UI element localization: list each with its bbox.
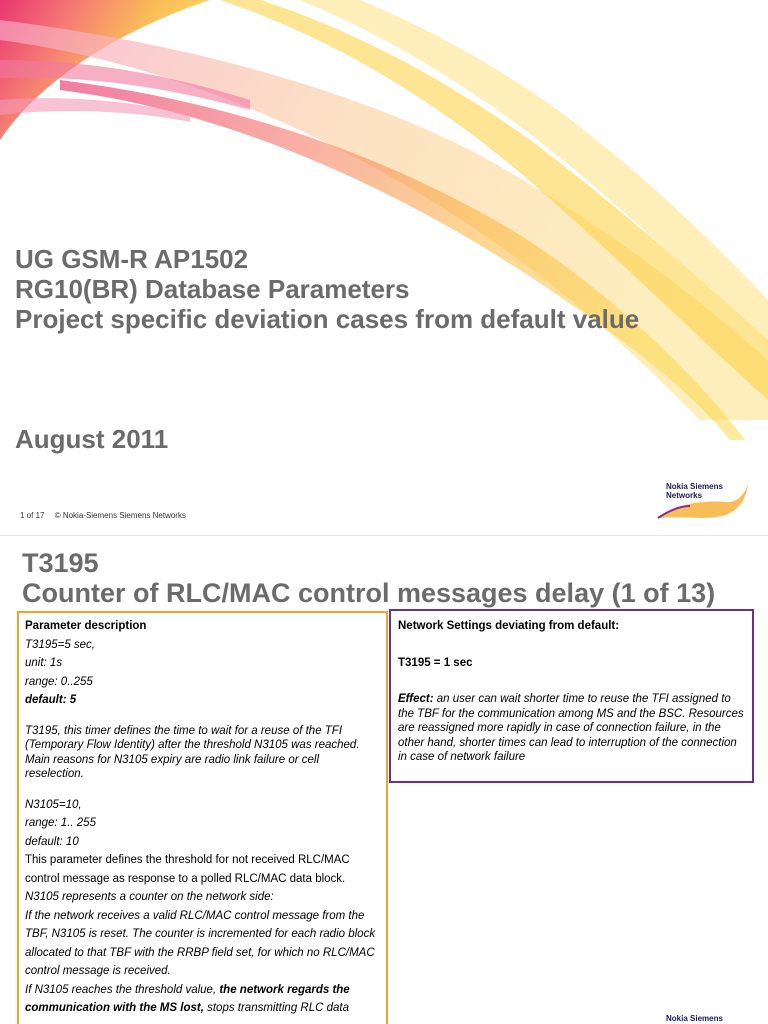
slide-footer [20, 511, 194, 520]
n3105-threshold-b: the network regards the communication with the MS lost, [25, 983, 350, 1014]
company-logo [656, 482, 756, 522]
t3195-description: T3195, this timer defines the time to wait for a reuse of the TFI (Temporary Flow Identity) after the threshold N3105 was reached. Main reasons for N3105 expiry are radio link failure or cell reselection. [25, 724, 360, 780]
n3105-behaviour: If the network receives a valid RLC/MAC control message from the TBF, N3105 is reset. The counter is incremented for each radio block allocated to that TBF with the RRBP field set, for which no RLC/MAC control message is received. [25, 909, 376, 977]
param-line: T3195=5 sec, [25, 638, 96, 651]
title-line-1: UG GSM-R AP1502 [15, 244, 249, 274]
logo-small-text: Nokia Siemens [666, 1014, 723, 1023]
network-settings-box [389, 609, 754, 783]
param-default: default: 5 [25, 694, 77, 706]
title-line-3: Project specific deviation cases from default value [15, 304, 640, 334]
network-settings-value: T3195 = 1 sec [398, 656, 473, 669]
logo-swoosh-icon [656, 482, 756, 522]
network-settings-heading: Network Settings deviating from default: [398, 620, 620, 632]
company-logo-small [666, 1014, 723, 1023]
param-line: unit: 1s [25, 657, 63, 669]
n3105-threshold-a: If N3105 reaches the threshold value, [25, 983, 220, 996]
param-line: range: 1.. 255 [25, 817, 96, 829]
param-line: default: 10 [25, 835, 79, 848]
logo-text-line-2: Networks [666, 491, 703, 500]
parameter-heading: Parameter description [25, 620, 147, 632]
slide-title-line-2: Counter of RLC/MAC control messages delay (1 of 13) [22, 578, 716, 608]
presentation-date: August 2011 [15, 424, 169, 454]
param-line: N3105=10, [25, 798, 82, 811]
content-slide [0, 536, 768, 1024]
logo-text-line-1: Nokia Siemens [666, 482, 723, 491]
page-number: 1 of 17 [20, 511, 45, 520]
parameter-description-box [17, 611, 388, 1024]
effect-text: an user can wait shorter time to reuse the TFI assigned to the TBF for the communication among MS and the BSC. Resources are reassigned more rapidly in case of connection failure, in the other hand, shorter times can lead to interruption of the connection in case of network failure [398, 693, 744, 763]
slide-title-line-1: T3195 [22, 548, 99, 578]
effect-label: Effect: [398, 693, 434, 705]
n3105-threshold-c: stops transmitting RLC data [203, 1002, 349, 1014]
presentation-title [15, 244, 639, 334]
n3105-description: This parameter defines the threshold for not received RLC/MAC control message as response to a polled RLC/MAC data block. [25, 854, 350, 885]
n3105-counter-note: N3105 represents a counter on the network side: [25, 891, 274, 903]
title-line-2: RG10(BR) Database Parameters [15, 274, 410, 304]
copyright-text: © Nokia-Siemens Siemens Networks [54, 511, 186, 520]
slide-title [22, 548, 715, 608]
param-line: range: 0..255 [25, 675, 93, 688]
